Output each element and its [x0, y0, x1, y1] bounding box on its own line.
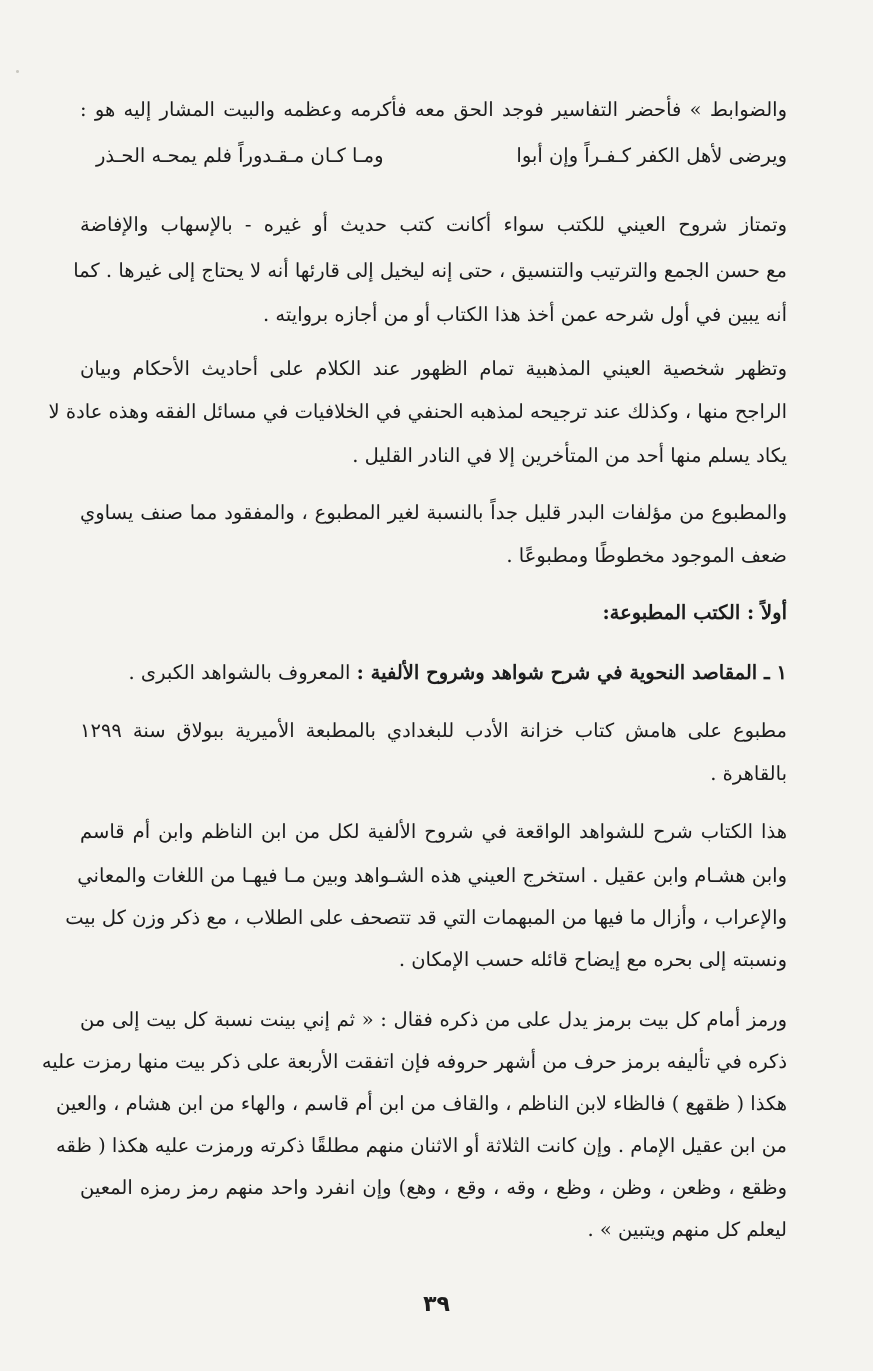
- paragraph-5-line-5: وظقع ، وظعن ، وظن ، وظع ، وقه ، وقع ، وهع) وإن انفرد واحد منهم رمز رمزه المعين: [80, 1176, 787, 1199]
- paragraph-3-line-1: والمطبوع من مؤلفات البدر قليل جداً بالنسبة لغير المطبوع ، والمفقود مما صنف يساوي: [80, 501, 787, 524]
- item-1-title-rest: المعروف بالشواهد الكبرى .: [128, 661, 351, 684]
- paragraph-3-line-2: ضعف الموجود مخطوطًا ومطبوعًا .: [506, 544, 787, 567]
- verse-first-hemistich: ويرضى لأهل الكفر كـفـراً وإن أبوا: [516, 144, 787, 167]
- paragraph-1-line-3: أنه يبين في أول شرحه عمن أخذ هذا الكتاب أو من أجازه بروايته .: [263, 303, 787, 326]
- section-heading: أولاً : الكتب المطبوعة:: [602, 601, 787, 624]
- verse-second-hemistich: ومـا كـان مـقـدوراً فلم يمحـه الحـذر: [96, 144, 384, 167]
- paragraph-4-line-3: والإعراب ، وأزال ما فيها من المبهمات التي قد تتصحف على الطلاب ، مع ذكر وزن كل بيت: [65, 906, 787, 929]
- paragraph-2-line-2: الراجح منها ، وكذلك عند ترجيحه لمذهبه الحنفي في الخلافيات في مسائل الفقه وهذه عادة لا: [48, 400, 787, 423]
- paragraph-4-line-4: ونسبته إلى بحره مع إيضاح قائله حسب الإمكان .: [398, 948, 787, 971]
- paragraph-5-line-4: من ابن عقيل الإمام . وإن كانت الثلاثة أو الاثنان منهم مطلقًا ذكرته ورمزت عليه هكذا ( ظقه: [56, 1134, 787, 1157]
- paragraph-1-line-1: وتمتاز شروح العيني للكتب سواء أكانت كتب حديث أو غيره - بالإسهاب والإفاضة: [80, 213, 787, 236]
- paragraph-2-line-3: يكاد يسلم منها أحد من المتأخرين إلا في النادر القليل .: [352, 444, 787, 467]
- paragraph-5-line-1: ورمز أمام كل بيت برمز يدل على من ذكره فقال : « ثم إني بينت نسبة كل بيت إلى من: [80, 1008, 787, 1031]
- paragraph-4-line-2: وابن هشـام وابن عقيل . استخرج العيني هذه الشـواهد وبين مـا فيهـا من اللغات والمعاني: [77, 864, 787, 887]
- item-1-title: [128, 660, 787, 686]
- margin-speck: [16, 70, 19, 73]
- paragraph-5-line-6: ليعلم كل منهم ويتبين » .: [587, 1218, 787, 1241]
- page-number: ٣٩: [423, 1292, 450, 1317]
- paragraph-4-line-1: هذا الكتاب شرح للشواهد الواقعة في شروح الألفية لكل من ابن الناظم وابن أم قاسم: [80, 820, 787, 843]
- paragraph-2-line-1: وتظهر شخصية العيني المذهبية تمام الظهور عند الكلام على أحاديث الأحكام وبيان: [80, 357, 787, 380]
- intro-line: والضوابط » فأحضر التفاسير فوجد الحق معه فأكرمه وعظمه والبيت المشار إليه هو :: [80, 98, 787, 121]
- item-1-publication-line-2: بالقاهرة .: [710, 762, 787, 785]
- paragraph-5-line-3: هكذا ( ظقهع ) فالظاء لابن الناظم ، والقاف من ابن أم قاسم ، والهاء من ابن هشام ، والعين: [55, 1092, 787, 1115]
- paragraph-5-line-2: ذكره في تأليفه برمز حرف من أشهر حروفه فإن اتفقت الأربعة على ذكر بيت منها رمزت عليه: [41, 1050, 787, 1073]
- item-1-title-bold: ١ ـ المقاصد النحوية في شرح شواهد وشروح الألفية :: [356, 661, 787, 684]
- paragraph-1-line-2: مع حسن الجمع والترتيب والتنسيق ، حتى إنه ليخيل إلى قارئها أنه لا يحتاج إلى غيرها . كما: [73, 259, 787, 282]
- item-1-publication-line-1: مطبوع على هامش كتاب خزانة الأدب للبغدادي بالمطبعة الأميرية ببولاق سنة ١٢٩٩: [80, 719, 787, 742]
